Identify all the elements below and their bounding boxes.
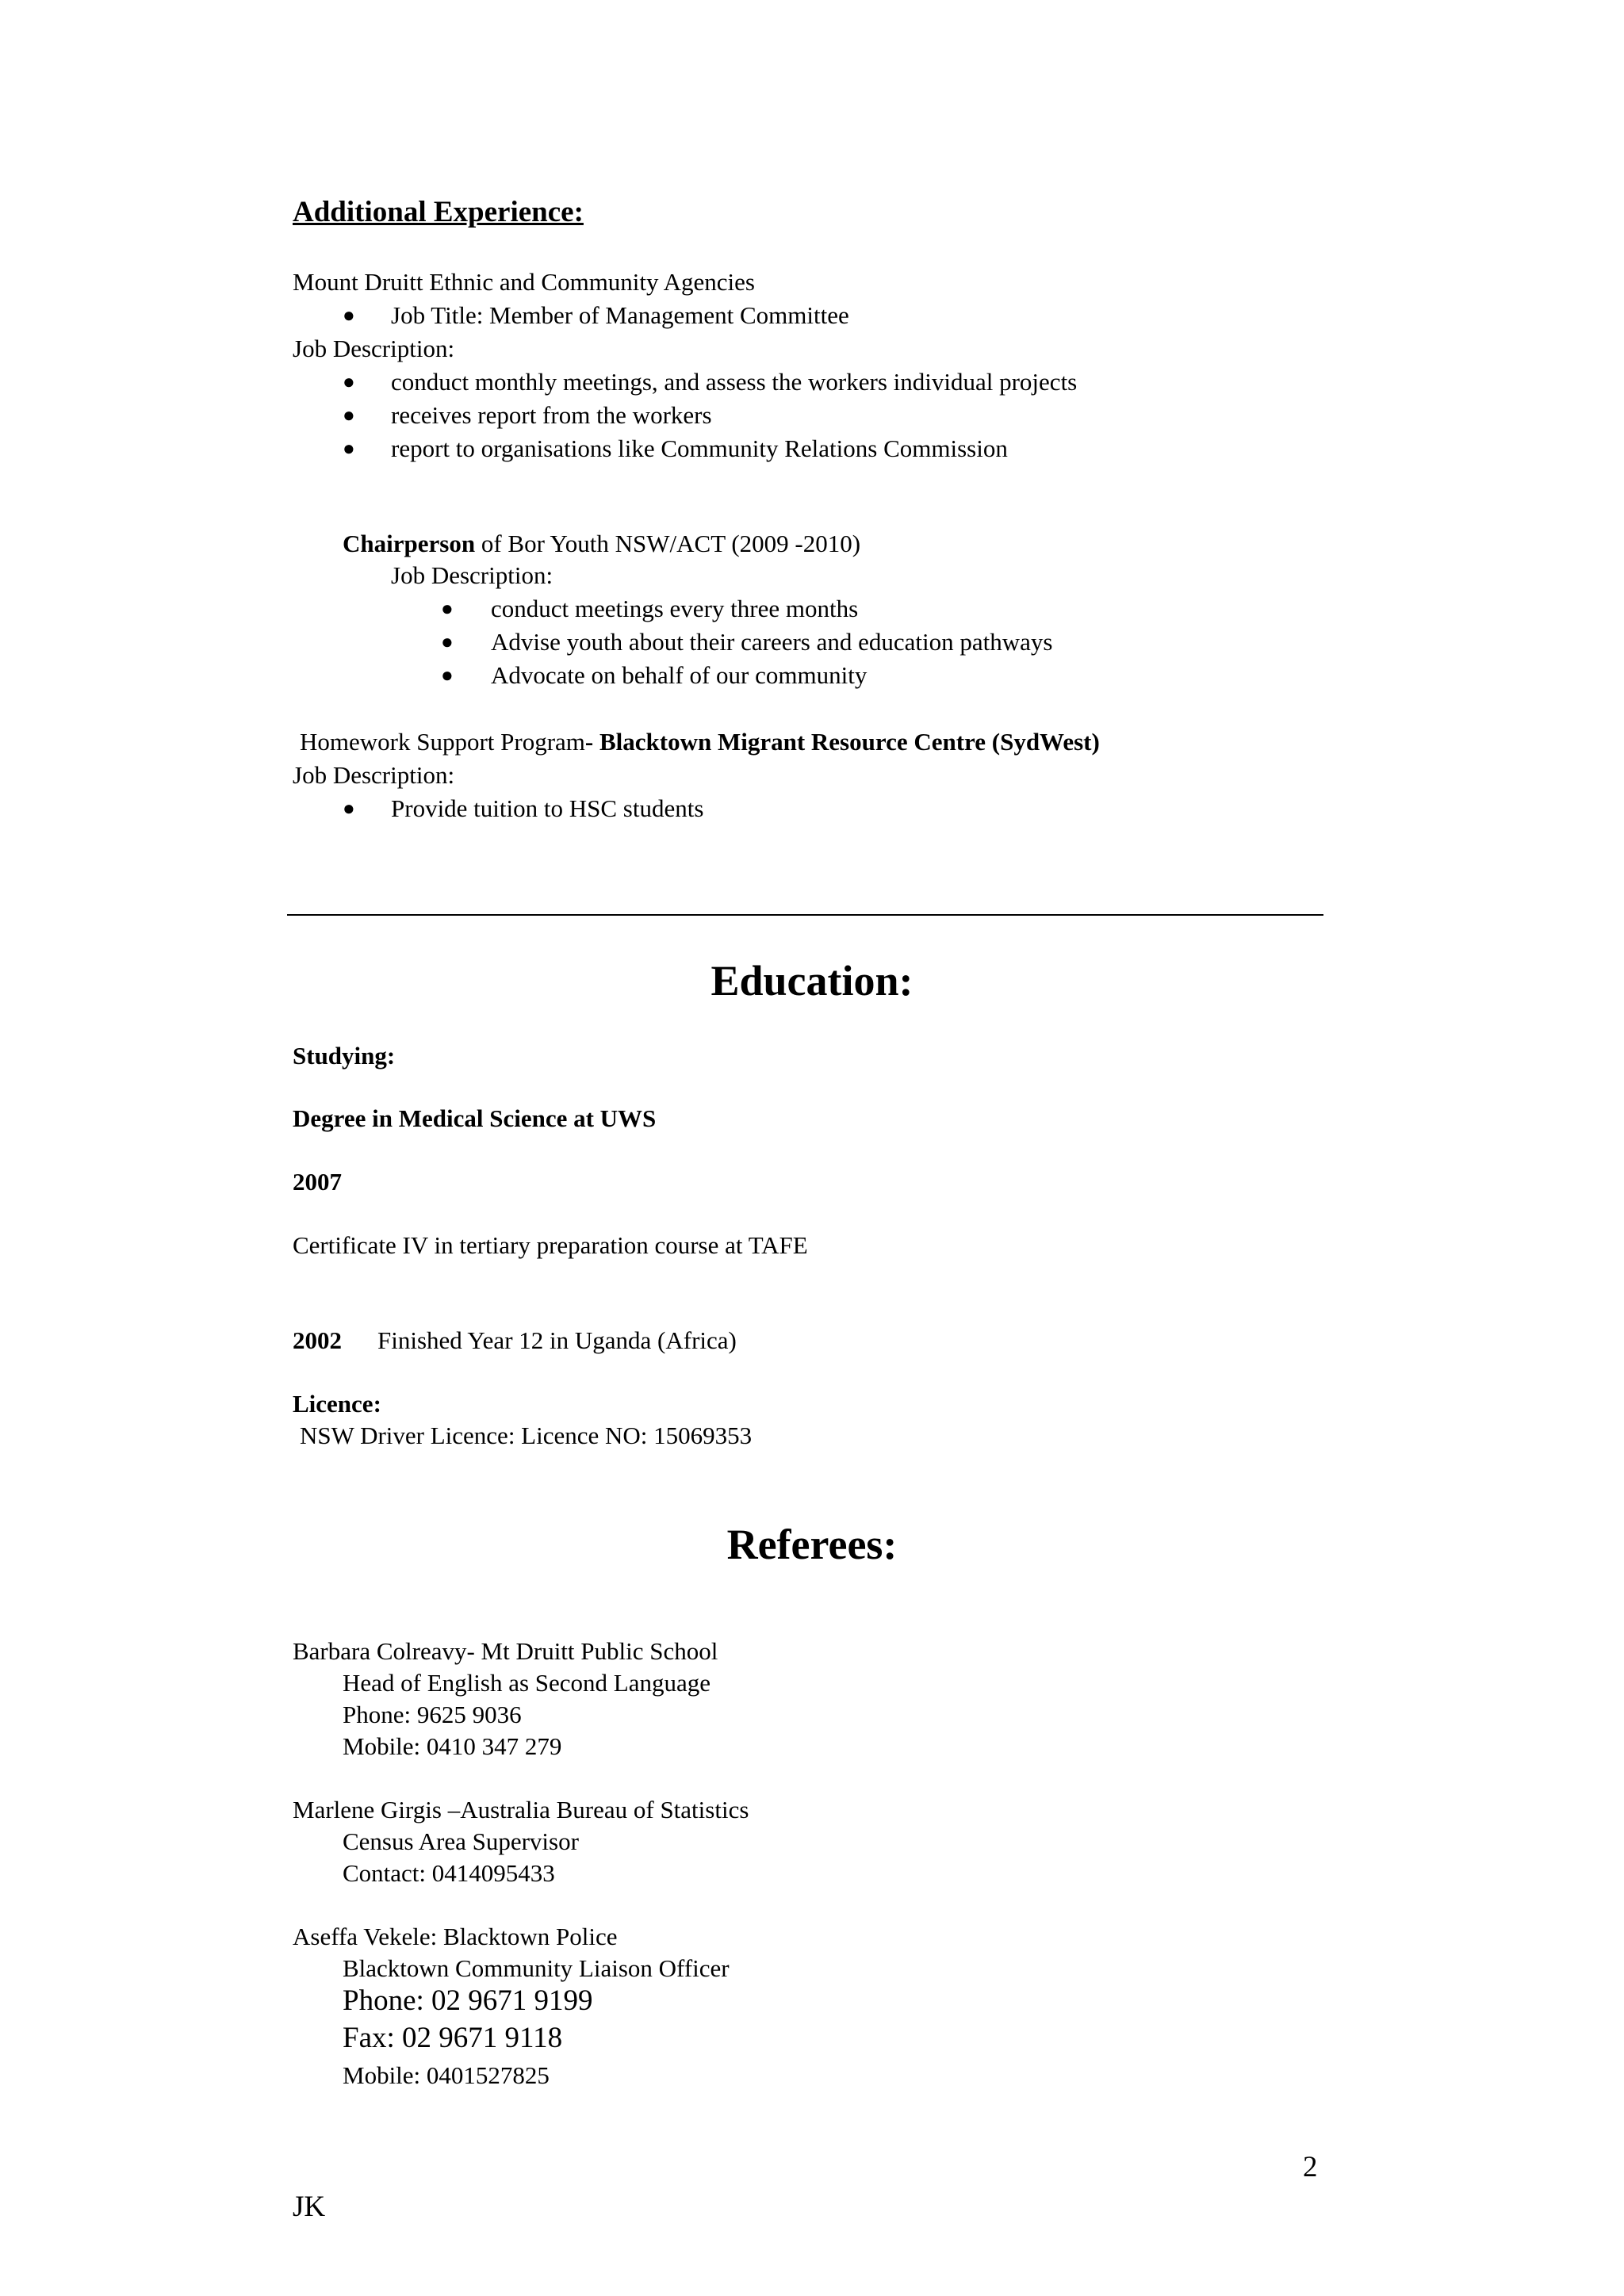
referee3-mobile: Mobile: 0401527825 <box>343 2061 550 2089</box>
additional-experience-heading: Additional Experience: <box>293 196 584 228</box>
bullet-icon: ● <box>343 404 355 427</box>
chairperson-line <box>343 530 860 558</box>
bullet-icon: ● <box>343 437 355 460</box>
org1-bullet-item: receives report from the workers <box>391 401 712 429</box>
org1-bullet-item: conduct monthly meetings, and assess the workers individual projects <box>391 368 1078 396</box>
chair-job-desc-label: Job Description: <box>391 561 553 589</box>
bullet-icon: ● <box>441 630 454 653</box>
year12-text: Finished Year 12 in Uganda (Africa) <box>377 1326 737 1354</box>
bullet-icon: ● <box>441 664 454 687</box>
chair-bullet-item: Advocate on behalf of our community <box>491 661 868 689</box>
bullet-icon: ● <box>343 370 355 393</box>
certificate-text: Certificate IV in tertiary preparation course at TAFE <box>293 1231 808 1259</box>
referee3-role: Blacktown Community Liaison Officer <box>343 1954 730 1982</box>
referee2-role: Census Area Supervisor <box>343 1827 579 1855</box>
referee2-contact: Contact: 0414095433 <box>343 1859 555 1887</box>
chairperson-org: of Bor Youth NSW/ACT (2009 -2010) <box>475 530 861 557</box>
section-divider <box>287 914 1323 916</box>
homework-program: Homework Support Program <box>300 728 585 756</box>
referees-heading: Referees: <box>726 1521 898 1568</box>
licence-text: NSW Driver Licence: Licence NO: 15069353 <box>300 1422 753 1449</box>
referee1-name: Barbara Colreavy- Mt Druitt Public School <box>293 1637 718 1665</box>
education-heading: Education: <box>710 957 914 1004</box>
page-number: 2 <box>1303 2151 1318 2183</box>
org1-job-desc-label: Job Description: <box>293 335 455 362</box>
licence-label: Licence: <box>293 1390 381 1418</box>
chairperson-title: Chairperson <box>343 530 476 557</box>
org1-name: Mount Druitt Ethnic and Community Agencies <box>293 268 755 296</box>
org1-bullet-item: report to organisations like Community Relations Commission <box>391 434 1008 462</box>
studying-label: Studying: <box>293 1042 396 1070</box>
degree-text: Degree in Medical Science at UWS <box>293 1104 657 1132</box>
footer-initials: JK <box>293 2191 326 2223</box>
year-2002: 2002 <box>293 1326 342 1354</box>
referee1-phone: Phone: 9625 9036 <box>343 1701 522 1728</box>
homework-job-desc-label: Job Description: <box>293 761 455 789</box>
homework-bullet-item: Provide tuition to HSC students <box>391 794 704 822</box>
referee3-phone: Phone: 02 9671 9199 <box>343 1984 593 2017</box>
bullet-icon: ● <box>441 597 454 620</box>
referee1-role: Head of English as Second Language <box>343 1669 711 1697</box>
bullet-icon: ● <box>343 304 355 327</box>
referee3-name: Aseffa Vekele: Blacktown Police <box>293 1923 618 1950</box>
year-2007: 2007 <box>293 1168 342 1196</box>
referee2-name: Marlene Girgis –Australia Bureau of Statistics <box>293 1796 749 1823</box>
homework-line <box>300 728 1100 756</box>
referee1-mobile: Mobile: 0410 347 279 <box>343 1732 562 1760</box>
org1-job-title: Job Title: Member of Management Committee <box>391 301 849 329</box>
referee3-fax: Fax: 02 9671 9118 <box>343 2022 563 2054</box>
chair-bullet-item: conduct meetings every three months <box>491 595 859 622</box>
chair-bullet-item: Advise youth about their careers and education pathways <box>491 628 1053 656</box>
homework-org: - Blacktown Migrant Resource Centre (SydWest) <box>584 728 1100 756</box>
bullet-icon: ● <box>343 797 355 820</box>
